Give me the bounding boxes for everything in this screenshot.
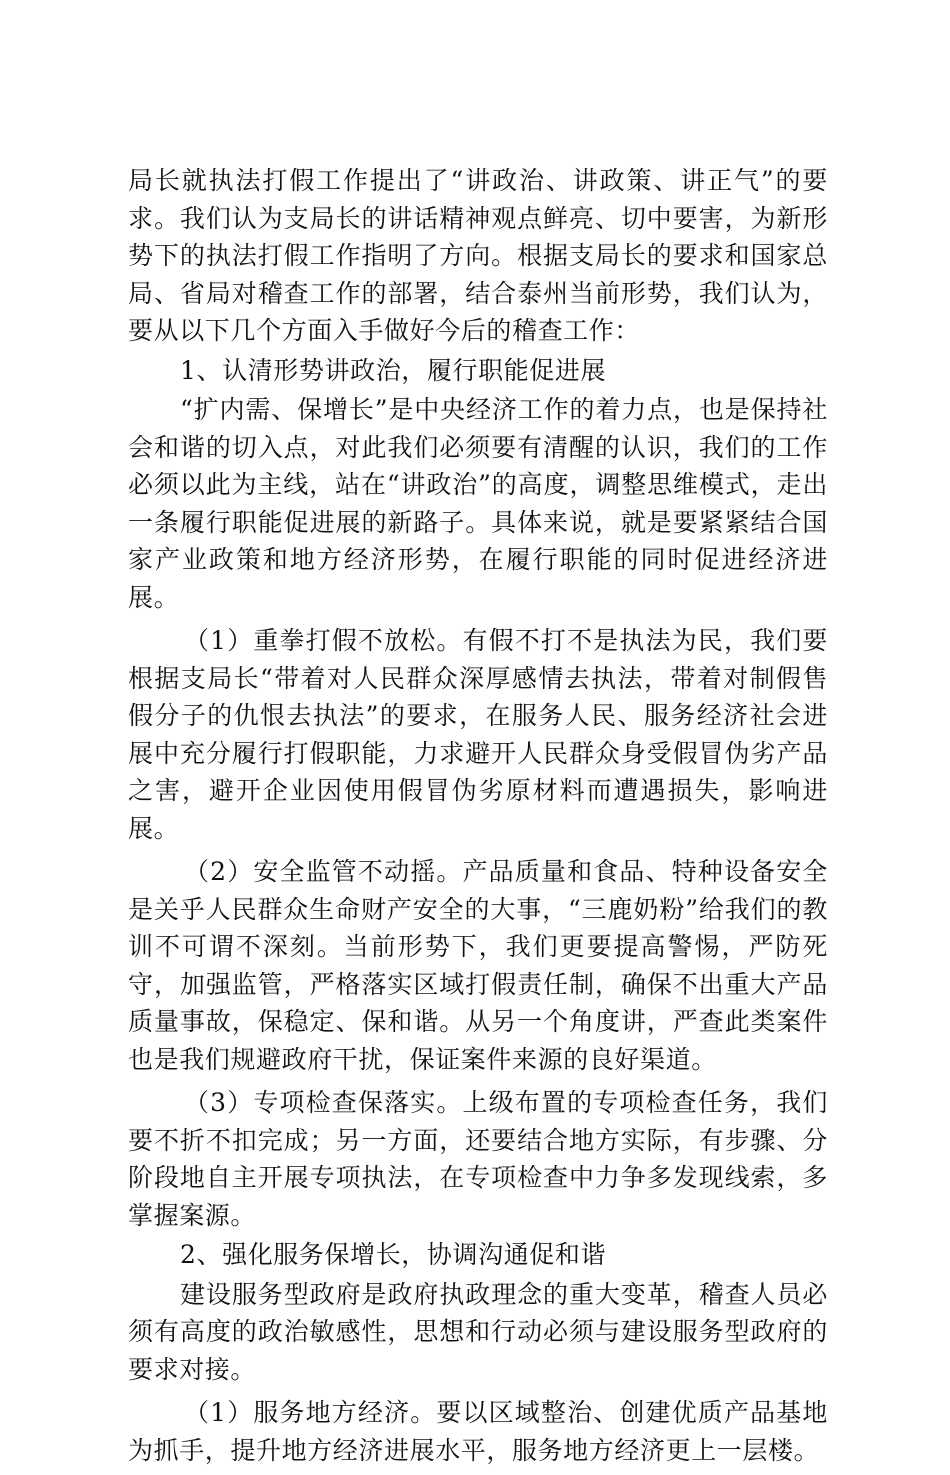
document-body xyxy=(128,162,828,1475)
paragraph-item-1-2: （2）安全监管不动摇。产品质量和食品、特种设备安全是关乎人民群众生命财产安全的大事，“三鹿奶粉”给我们的教训不可谓不深刻。当前形势下，我们更要提高警惕，严防死守，加强监管，严格落实区域打假责任制，确保不出重大产品质量事故，保稳定、保和谐。从另一个角度讲，严查此类案件也是我们规避政府干扰，保证案件来源的良好渠道。 xyxy=(128,857,828,1074)
paragraph-intro: 局长就执法打假工作提出了“讲政治、讲政策、讲正气”的要求。我们认为支局长的讲话精神观点鲜亮、切中要害，为新形势下的执法打假工作指明了方向。根据支局长的要求和国家总局、省局对稽查工作的部署，结合泰州当前形势，我们认为，要从以下几个方面入手做好今后的稽查工作： xyxy=(128,166,828,345)
section-heading-2: 2、强化服务保增长，协调沟通促和谐 xyxy=(180,1240,607,1269)
paragraph-item-2-1: （1）服务地方经济。要以区域整治、创建优质产品基地为抓手，提升地方经济进展水平，服务地方经济更上一层楼。 xyxy=(128,1398,828,1465)
paragraph-item-1-3: （3）专项检查保落实。上级布置的专项检查任务，我们要不折不扣完成；另一方面，还要结合地方实际，有步骤、分阶段地自主开展专项执法，在专项检查中力争多发现线索，多掌握案源。 xyxy=(128,1088,828,1230)
section-heading-1: 1、认清形势讲政治，履行职能促进展 xyxy=(180,355,607,385)
paragraph-section-2-body: 建设服务型政府是政府执政理念的重大变革，稽查人员必须有高度的政治敏感性，思想和行动必须与建设服务型政府的要求对接。 xyxy=(128,1279,828,1384)
paragraph-section-1-body: “扩内需、保增长”是中央经济工作的着力点，也是保持社会和谐的切入点，对此我们必须要有清醒的认识，我们的工作必须以此为主线，站在“讲政治”的高度，调整思维模式，走出一条履行职能促进展的新路子。具体来说，就是要紧紧结合国家产业政策和地方经济形势，在履行职能的同时促进经济进展。 xyxy=(128,395,828,612)
paragraph-item-1-1: （1）重拳打假不放松。有假不打不是执法为民，我们要根据支局长“带着对人民群众深厚感情去执法，带着对制假售假分子的仇恨去执法”的要求，在服务人民、服务经济社会进展中充分履行打假职能，力求避开人民群众身受假冒伪劣产品之害，避开企业因使用假冒伪劣原材料而遭遇损失，影响进展。 xyxy=(128,626,828,843)
